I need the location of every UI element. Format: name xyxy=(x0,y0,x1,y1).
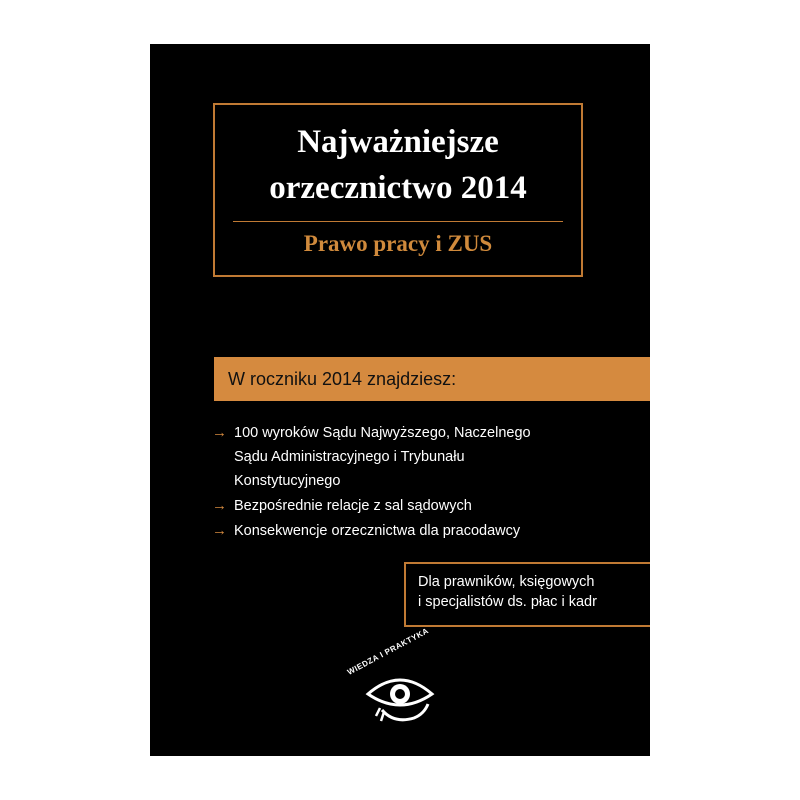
list-item-line: Sądu Administracyjnego i Trybunału xyxy=(234,449,465,465)
contents-list xyxy=(212,421,572,544)
list-item-line: Konstytucyjnego xyxy=(234,473,341,489)
book-title xyxy=(215,119,581,211)
title-line-1: Najważniejsze xyxy=(297,124,499,160)
title-divider xyxy=(233,221,563,222)
arrow-right-icon: → xyxy=(212,424,227,441)
list-item xyxy=(212,519,572,543)
list-item-line: Konsekwencje orzecznictwa dla pracodawcy xyxy=(234,523,521,539)
audience-line-1: Dla prawników, księgowych xyxy=(418,574,595,590)
publisher-logo xyxy=(345,626,446,730)
arrow-right-icon: → xyxy=(212,522,227,539)
arrow-right-icon: → xyxy=(212,497,227,514)
list-item-line: 100 wyroków Sądu Najwyższego, Naczelnego xyxy=(234,425,531,441)
title-line-2: orzecznictwo 2014 xyxy=(269,170,527,206)
book-cover xyxy=(150,44,650,756)
list-item-line: Bezpośrednie relacje z sal sądowych xyxy=(234,498,472,514)
title-frame xyxy=(213,103,583,277)
list-item xyxy=(212,421,572,493)
book-subtitle: Prawo pracy i ZUS xyxy=(303,231,493,256)
list-item xyxy=(212,494,572,518)
contents-banner: W roczniku 2014 znajdziesz: xyxy=(214,357,650,401)
audience-box xyxy=(404,562,650,627)
publisher-logo-text: WIEDZA I PRAKTYKA xyxy=(345,626,431,677)
audience-line-2: i specjalistów ds. płac i kadr xyxy=(418,594,597,610)
